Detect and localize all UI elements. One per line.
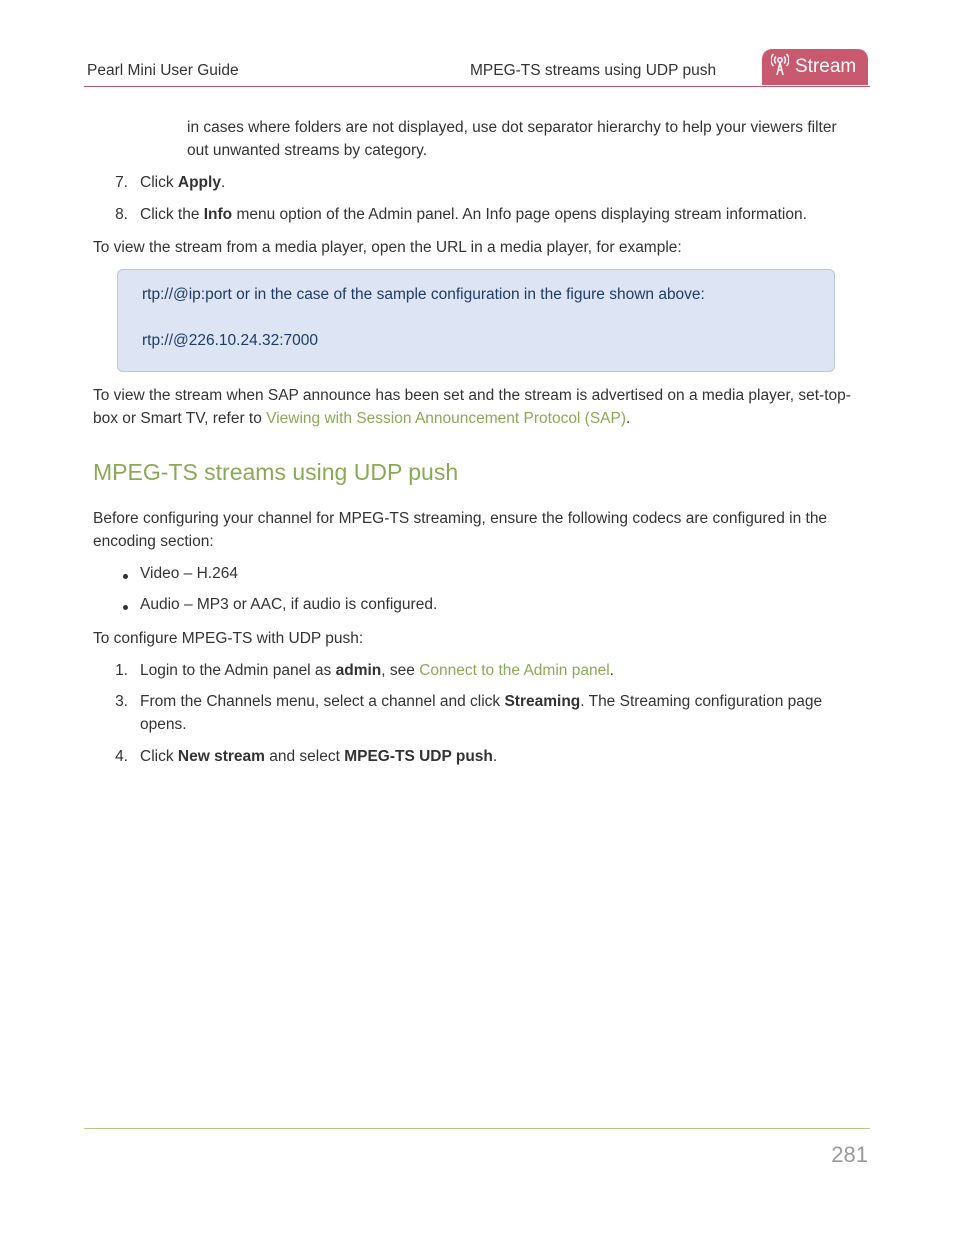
continuation-text-line1: in cases where folders are not displayed, use dot separator hierarchy to help your viewers filter (187, 119, 837, 136)
step-text: and select (264, 748, 345, 765)
continuation-text-line2: out unwanted streams by category. (187, 142, 428, 159)
step-number: 1. (115, 662, 128, 679)
paragraph-text: box or Smart TV, refer to (93, 410, 267, 427)
step-bold: MPEG-TS UDP push (344, 748, 493, 765)
page-number: 281 (831, 1142, 868, 1167)
step-bold: admin (335, 662, 382, 679)
step-text: . (220, 174, 226, 191)
step-number: 4. (115, 748, 128, 765)
paragraph-text: . (626, 410, 631, 427)
step-text: . The Streaming configuration page (580, 693, 823, 710)
step-bold: New stream (177, 748, 265, 765)
paragraph (93, 407, 630, 430)
step-text: . (609, 662, 614, 679)
step-number: 8. (115, 206, 128, 223)
step-text: menu option of the Admin panel. An Info page opens displaying stream information. (232, 206, 807, 223)
paragraph: Before configuring your channel for MPEG-TS streaming, ensure the following codecs are configured in the (93, 510, 828, 527)
broadcast-tower-icon (762, 52, 795, 82)
list-item (108, 690, 848, 736)
step-text: From the Channels menu, select a channel and click (140, 693, 505, 710)
admin-panel-link[interactable]: Connect to the Admin panel (419, 662, 610, 679)
step-text: Click (140, 174, 178, 191)
footer-divider (84, 1128, 870, 1129)
list-item: Video – H.264 (140, 565, 238, 582)
step-text: , see (381, 662, 420, 679)
step-text: . (492, 748, 498, 765)
code-line: rtp://@226.10.24.32:7000 (142, 332, 319, 349)
step-bold: Info (203, 206, 233, 223)
section-title: MPEG-TS streams using UDP push (470, 62, 717, 79)
paragraph: encoding section: (93, 533, 214, 550)
step-text: Login to the Admin panel as (140, 662, 336, 679)
list-item: Audio – MP3 or AAC, if audio is configured. (140, 596, 438, 613)
code-line: rtp://@ip:port or in the case of the sample configuration in the figure shown above: (142, 286, 705, 303)
sap-link[interactable]: Viewing with Session Announcement Protocol (SAP) (266, 410, 627, 427)
paragraph: To view the stream when SAP announce has been set and the stream is advertised on a media player, set-top- (93, 387, 851, 404)
bullet-icon (123, 605, 128, 610)
paragraph: To view the stream from a media player, open the URL in a media player, for example: (93, 239, 682, 256)
section-heading: MPEG-TS streams using UDP push (93, 459, 459, 485)
badge-label: Stream (795, 56, 857, 77)
step-text: Click (140, 748, 178, 765)
step-number: 3. (115, 693, 128, 710)
bullet-icon (123, 574, 128, 579)
step-number: 7. (115, 174, 128, 191)
step-text: opens. (140, 716, 187, 733)
header-divider (84, 86, 870, 87)
stream-badge (762, 49, 868, 85)
step-bold: Streaming (504, 693, 581, 710)
step-bold: Apply (177, 174, 221, 191)
paragraph: To configure MPEG-TS with UDP push: (93, 630, 364, 647)
step-text: Click the (140, 206, 204, 223)
code-example-box (117, 269, 835, 372)
document-title: Pearl Mini User Guide (87, 62, 239, 79)
